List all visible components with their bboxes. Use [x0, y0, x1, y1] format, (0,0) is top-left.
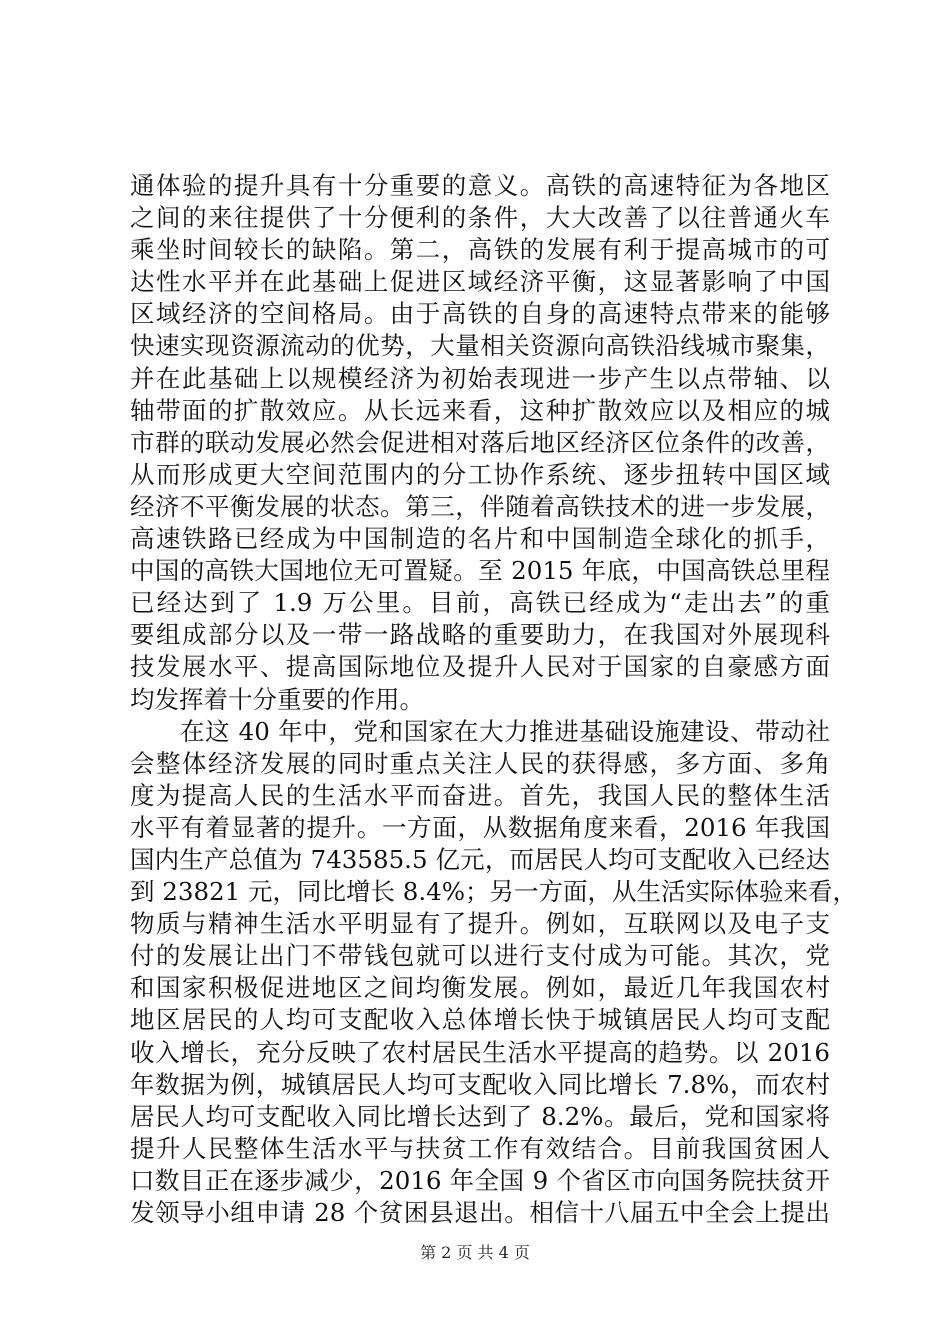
- text-line: 水平有着显著的提升。一方面，从数据角度来看，2016 年我国: [130, 812, 830, 842]
- text-line: 从而形成更大空间范围内的分工协作系统、逐步扭转中国区域: [130, 459, 830, 489]
- text-line: 度为提高人民的生活水平而奋进。首先，我国人民的整体生活: [130, 780, 830, 810]
- paragraph-end-line: 均发挥着十分重要的作用。: [130, 684, 424, 714]
- text-line: 口数目正在逐步减少，2016 年全国 9 个省区市向国务院扶贫开: [130, 1165, 830, 1195]
- text-line: 会整体经济发展的同时重点关注人民的获得感，多方面、多角: [130, 748, 830, 778]
- text-line: 快速实现资源流动的优势，大量相关资源向高铁沿线城市聚集，: [130, 331, 830, 361]
- text-line: 居民人均可支配收入同比增长达到了 8.2%。最后，党和国家将: [130, 1101, 830, 1131]
- text-line: 经济不平衡发展的状态。第三，伴随着高铁技术的进一步发展，: [130, 491, 830, 521]
- text-line: 收入增长，充分反映了农村居民生活水平提高的趋势。以 2016: [130, 1037, 830, 1067]
- text-line: 之间的来往提供了十分便利的条件，大大改善了以往普通火车: [130, 203, 830, 233]
- text-line: 市群的联动发展必然会促进相对落后地区经济区位条件的改善，: [130, 427, 830, 457]
- text-line: 并在此基础上以规模经济为初始表现进一步产生以点带轴、以: [130, 363, 830, 393]
- text-line: 和国家积极促进地区之间均衡发展。例如，最近几年我国农村: [130, 973, 830, 1003]
- text-line: 通体验的提升具有十分重要的意义。高铁的高速特征为各地区: [130, 171, 830, 200]
- body-text: [130, 170, 858, 1229]
- text-line: 地区居民的人均可支配收入总体增长快于城镇居民人均可支配: [130, 1005, 830, 1035]
- text-line: 付的发展让出门不带钱包就可以进行支付成为可能。其次，党: [130, 941, 830, 971]
- text-line: 中国的高铁大国地位无可置疑。至 2015 年底，中国高铁总里程: [130, 556, 830, 586]
- text-line: 已经达到了 1.9 万公里。目前，高铁已经成为“走出去”的重: [130, 588, 830, 618]
- text-line: 要组成部分以及一带一路战略的重要助力，在我国对外展现科: [130, 620, 830, 650]
- text-line: 达性水平并在此基础上促进区域经济平衡，这显著影响了中国: [130, 267, 830, 297]
- text-line: 提升人民整体生活水平与扶贫工作有效结合。目前我国贫困人: [130, 1133, 830, 1163]
- text-line: 发领导小组申请 28 个贫困县退出。相信十八届五中全会上提出: [130, 1198, 830, 1227]
- paragraph-start-line: 在这 40 年中，党和国家在大力推进基础设施建设、带动社: [180, 716, 830, 746]
- text-line: 区域经济的空间格局。由于高铁的自身的高速特点带来的能够: [130, 299, 830, 329]
- text-line: 高速铁路已经成为中国制造的名片和中国制造全球化的抓手，: [130, 524, 830, 554]
- text-line: 乘坐时间较长的缺陷。第二，高铁的发展有利于提高城市的可: [130, 235, 830, 265]
- text-line: 国内生产总值为 743585.5 亿元，而居民人均可支配收入已经达: [130, 844, 830, 874]
- text-line: 技发展水平、提高国际地位及提升人民对于国家的自豪感方面: [130, 652, 830, 682]
- text-line: 年数据为例，城镇居民人均可支配收入同比增长 7.8%，而农村: [130, 1069, 830, 1099]
- text-line: 物质与精神生活水平明显有了提升。例如，互联网以及电子支: [130, 909, 830, 939]
- text-line: 轴带面的扩散效应。从长远来看，这种扩散效应以及相应的城: [130, 395, 830, 425]
- text-line: 到 23821 元，同比增长 8.4%；另一方面，从生活实际体验来看，: [130, 877, 858, 907]
- page-number-footer: 第 2 页 共 4 页: [420, 1243, 530, 1262]
